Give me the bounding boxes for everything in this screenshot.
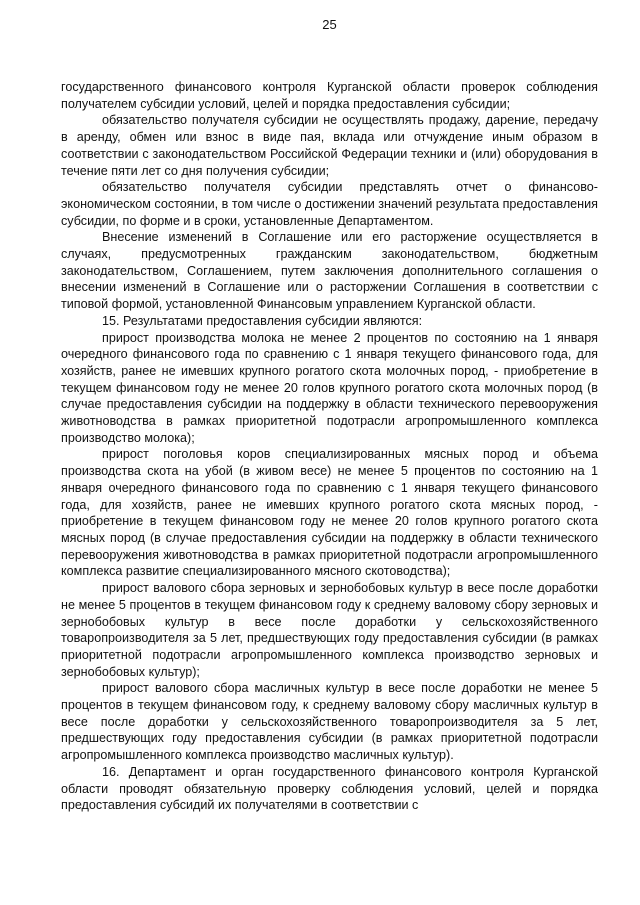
paragraph-report-obligation: обязательство получателя субсидии представлять отчет о финансово-экономическом состоянии, в том числе о достижении значений результата предоставления субсидии, по форме и в сроки, установленные Департаментом. <box>61 180 598 228</box>
paragraph-section-16: 16. Департамент и орган государственного финансового контроля Курганской области проводят обязательную проверку соблюдения условий, целей и порядка предоставления субсидий их получателями в соответствии с <box>61 764 598 813</box>
paragraph-grain-harvest: прирост валового сбора зерновых и зернобобовых культур в весе после доработки не менее 5 процентов в текущем финансовом году к среднему валовому сбору зерновых и зернобобовых культур в весе после доработки у сельскохозяйственного товаропроизводителя за 5 лет, предшествующих году предоставления субсидии (в рамках приоритетной подотрасли агропромышленного комплекса производство зерновых и зернобобовых культур); <box>61 581 598 679</box>
paragraph-agreement-changes: Внесение изменений в Соглашение или его расторжение осуществляется в случаях, предусмотренных гражданским законодательством, бюджетным законодательством, Соглашением, путем заключения дополнительного соглашения о внесении изменений в Соглашение или о расторжении Соглашения в соответствии с типовой формой, установленной Финансовым управлением Курганской области. <box>61 230 598 312</box>
paragraph-section-15-heading: 15. Результатами предоставления субсидии являются: <box>102 313 423 328</box>
document-body <box>61 79 598 814</box>
paragraph-control-continuation: государственного финансового контроля Курганской области проверок соблюдения получателем субсидии условий, целей и порядка предоставления субсидии; <box>61 80 598 111</box>
paragraph-oilseed-harvest: прирост валового сбора масличных культур в весе после доработки не менее 5 процентов в текущем финансовом году, к среднему валовому сбору масличных культур в весе после доработки у сельскохозяйственного товаропроизводителя за 5 лет, предшествующих году предоставления субсидии (в рамках приоритетной подотрасли агропромышленного комплекса производство масличных культур). <box>61 681 598 763</box>
page-number: 25 <box>322 17 337 32</box>
paragraph-no-sale-obligation: обязательство получателя субсидии не осуществлять продажу, дарение, передачу в аренду, обмен или взнос в виде пая, вклада или отчуждение иным образом в соответствии с законодательством Российской Федерации техники и (или) оборудования в течение пяти лет со дня получения субсидии; <box>61 113 598 178</box>
paragraph-milk-production: прирост производства молока не менее 2 процентов по состоянию на 1 января очередного финансового года по сравнению с 1 января текущего финансового года, для хозяйств, ранее не имевших крупного рогатого скота молочных пород, - приобретение в текущем финансовом году не менее 20 голов крупного рогатого скота молочных пород (в случае предоставления субсидии на поддержку в области технического перевооружения животноводства в рамках приоритетной подотрасли агропромышленного комплекса производство молока); <box>61 330 598 445</box>
document-page <box>61 0 598 905</box>
paragraph-beef-cattle: прирост поголовья коров специализированных мясных пород и объема производства скота на убой (в живом весе) не менее 5 процентов по состоянию на 1 января очередного финансового года по сравнению с 1 января текущего финансового года, для хозяйств, ранее не имевших крупного рогатого скота мясных пород, - приобретение в текущем финансовом году не менее 20 голов крупного рогатого скота мясных пород (в случае предоставления субсидии на поддержку в области технического перевооружения животноводства в рамках приоритетной подотрасли агропромышленного комплекса развитие специализированного мясного скотоводства); <box>61 447 598 579</box>
